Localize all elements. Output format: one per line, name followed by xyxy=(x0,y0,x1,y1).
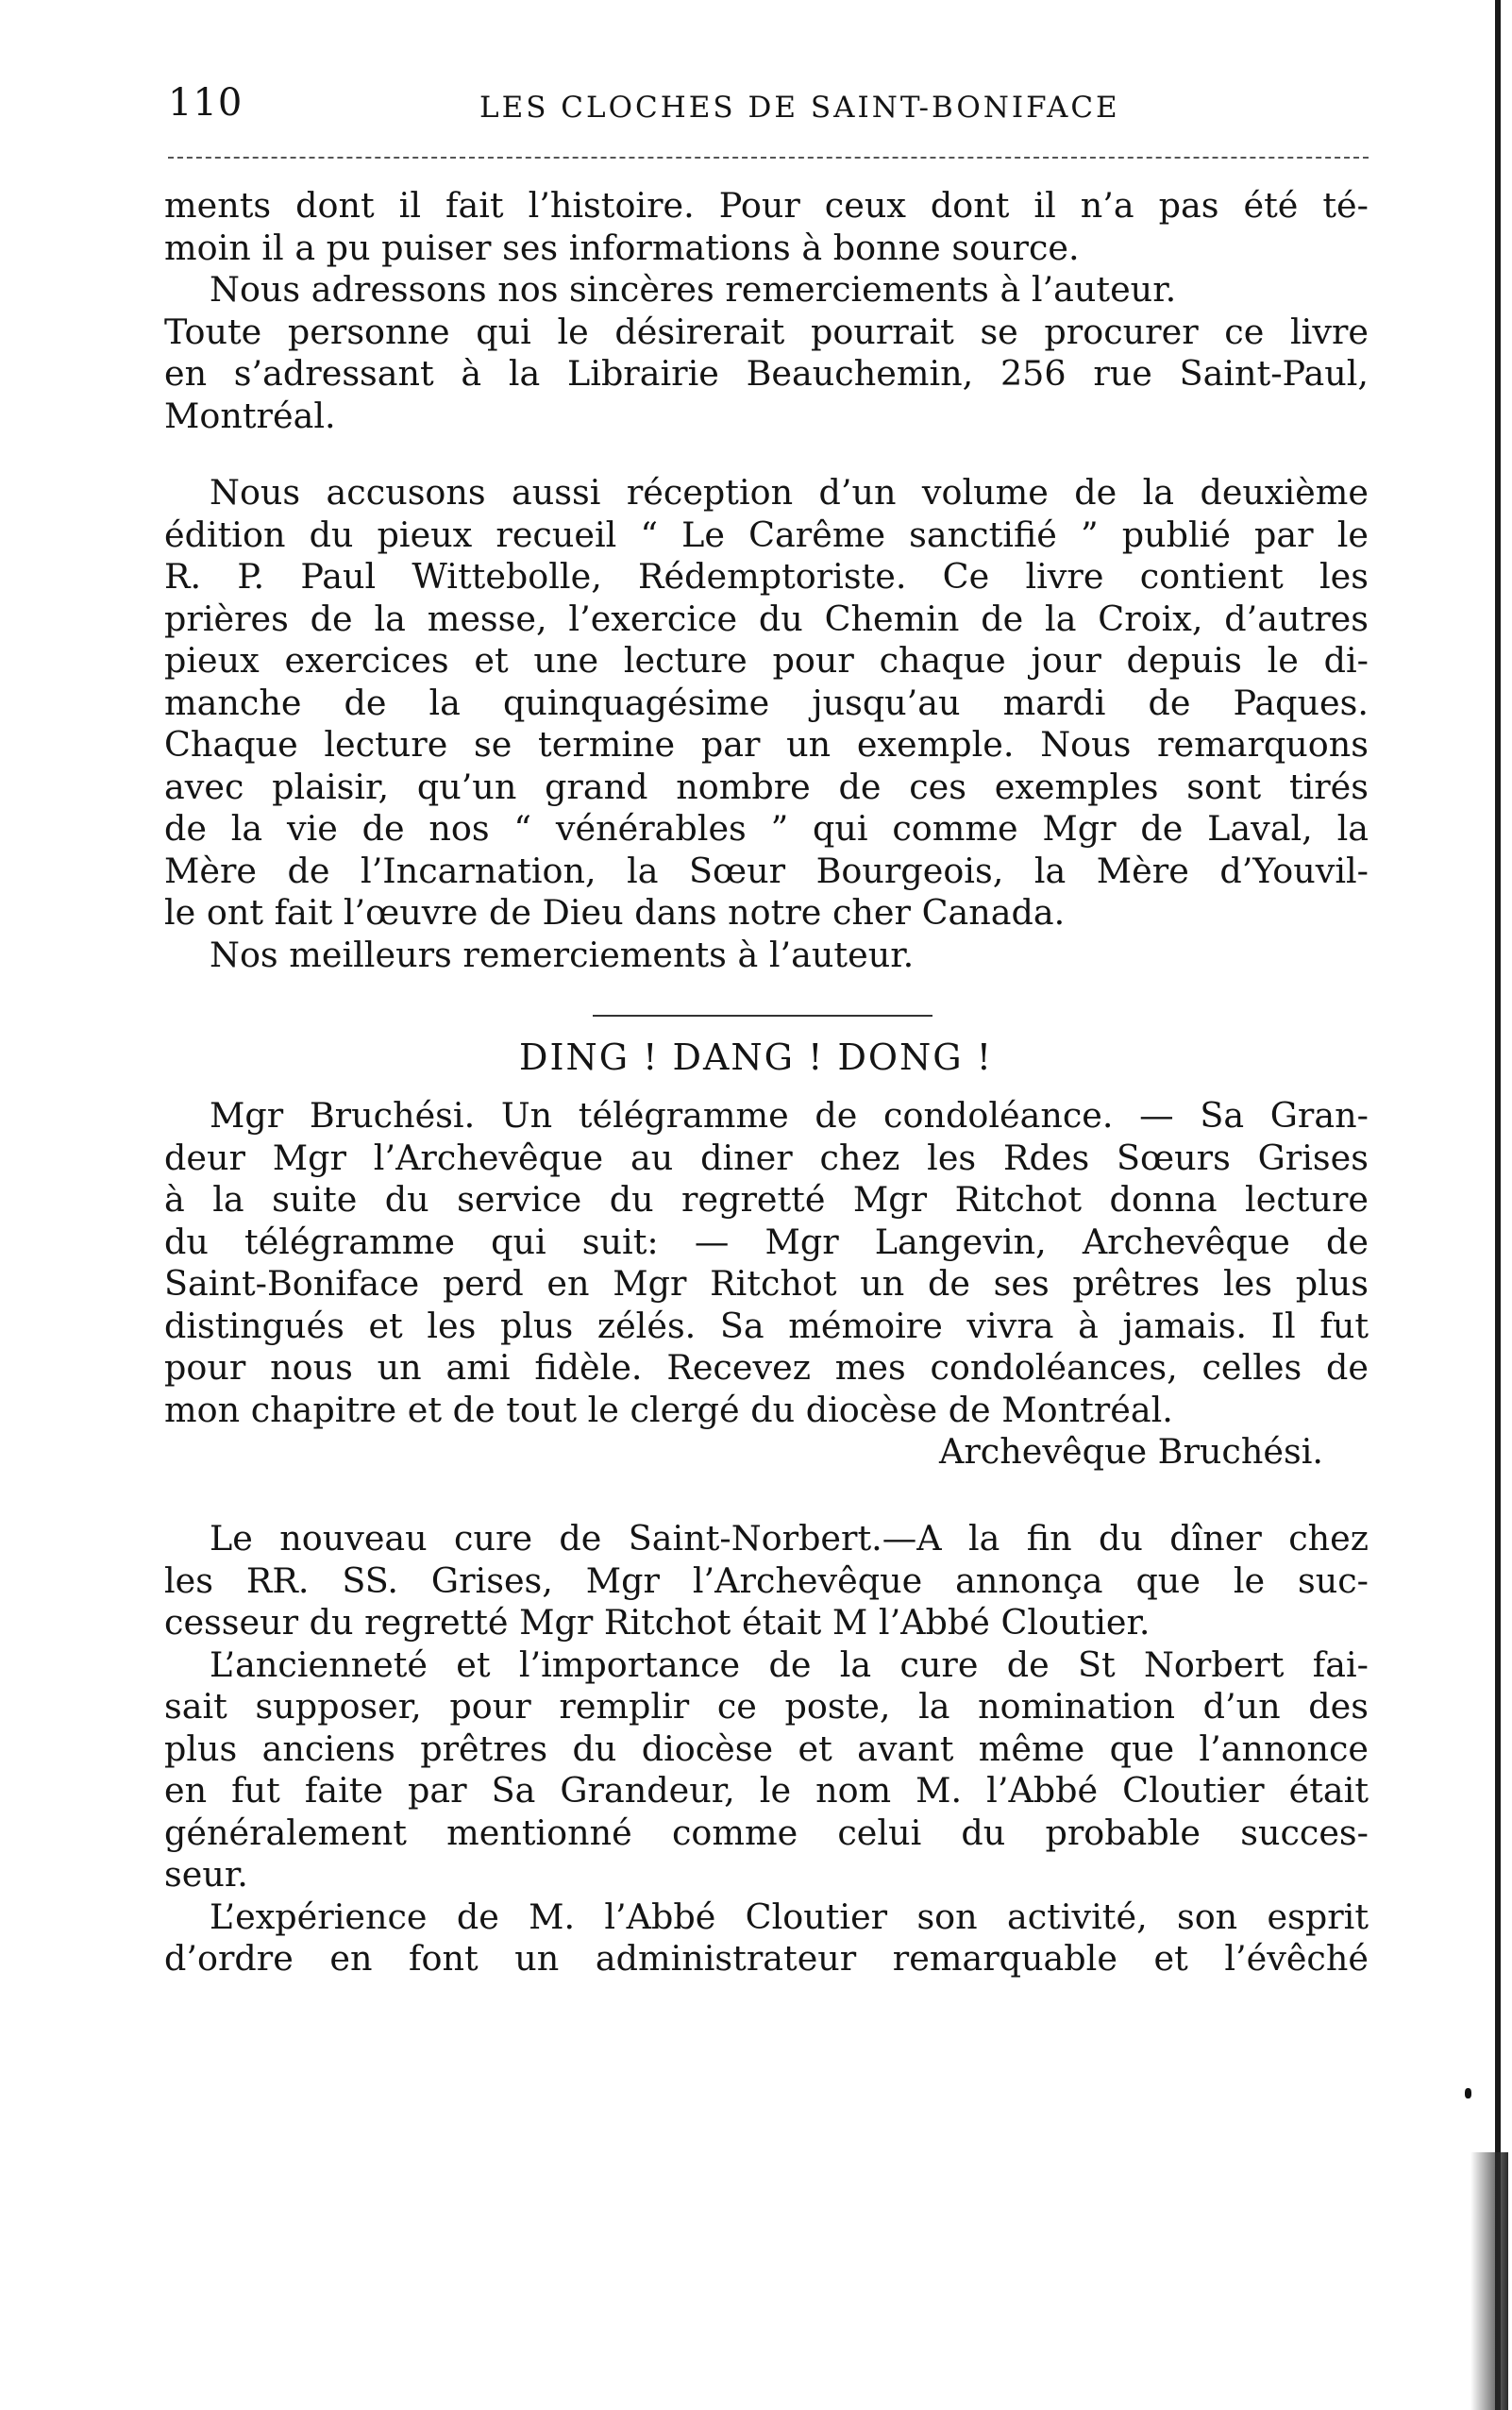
text-line: Chaque lecture se termine par un exemple. Nous remarquons xyxy=(164,724,1369,765)
text-line: en s’adressant à la Librairie Beauchemin, 256 rue Saint-Paul, xyxy=(164,353,1369,394)
running-title: LES CLOCHES DE SAINT-BONIFACE xyxy=(479,91,1120,125)
text-line: Nous adressons nos sincères remerciements à l’auteur. xyxy=(210,269,1177,310)
section-heading: DING ! DANG ! DONG ! xyxy=(518,1036,994,1078)
text-line: mon chapitre et de tout le clergé du diocèse de Montréal. xyxy=(164,1389,1173,1430)
text-line: à la suite du service du regretté Mgr Ritchot donna lecture xyxy=(164,1179,1369,1220)
text-line: Mère de l’Incarnation, la Sœur Bourgeois, la Mère d’Youvil- xyxy=(164,850,1369,891)
text-line: Saint-Boniface perd en Mgr Ritchot un de ses prêtres les plus xyxy=(164,1263,1369,1304)
text-line: le ont fait l’œuvre de Dieu dans notre cher Canada. xyxy=(164,892,1066,933)
running-head xyxy=(168,81,1369,138)
text-line: distingués et les plus zélés. Sa mémoire vivra à jamais. Il fut xyxy=(164,1305,1369,1346)
section-rule xyxy=(593,1015,932,1017)
text-line: d’ordre en font un administrateur remarquable et l’évêché xyxy=(164,1938,1369,1979)
text-line: édition du pieux recueil “ Le Carême sanctifié ” publié par le xyxy=(164,514,1369,555)
paragraph-careme-notice xyxy=(164,472,1369,976)
paragraph-telegram xyxy=(164,1095,1369,1474)
text-line: ments dont il fait l’histoire. Pour ceux dont il n’a pas été té- xyxy=(164,185,1369,226)
text-line: pieux exercices et une lecture pour chaque jour depuis le di- xyxy=(164,640,1369,681)
page-edge-fade xyxy=(1470,2152,1508,2410)
text-line: Le nouveau cure de Saint-Norbert.—A la fin du dîner chez xyxy=(210,1518,1369,1559)
text-line: manche de la quinquagésime jusqu’au mardi de Paques. xyxy=(164,682,1369,723)
text-line: du télégramme qui suit: — Mgr Langevin, Archevêque de xyxy=(164,1221,1369,1262)
text-line: les RR. SS. Grises, Mgr l’Archevêque annonça que le suc- xyxy=(164,1559,1369,1601)
text-line: moin il a pu puiser ses informations à bonne source. xyxy=(164,227,1080,268)
telegram-signature: Archevêque Bruchési. xyxy=(939,1431,1323,1472)
text-line: R. P. Paul Wittebolle, Rédemptoriste. Ce livre contient les xyxy=(164,556,1369,597)
text-line: plus anciens prêtres du diocèse et avant même que l’annonce xyxy=(164,1727,1369,1769)
header-rule xyxy=(168,157,1369,159)
text-line: de la vie de nos “ vénérables ” qui comme Mgr de Laval, la xyxy=(164,808,1369,849)
page-number: 110 xyxy=(168,81,244,125)
text-line: en fut faite par Sa Grandeur, le nom M. l’Abbé Cloutier était xyxy=(164,1770,1369,1811)
text-line: cesseur du regretté Mgr Ritchot était M l’Abbé Cloutier. xyxy=(164,1602,1151,1643)
text-line: Nous accusons aussi réception d’un volume de la deuxième xyxy=(210,472,1369,513)
text-line: L’ancienneté et l’importance de la cure de St Norbert fai- xyxy=(210,1643,1369,1685)
text-line: pour nous un ami fidèle. Recevez mes condoléances, celles de xyxy=(164,1347,1369,1388)
text-line: Montréal. xyxy=(164,395,336,436)
page-edge-shadow xyxy=(1495,0,1501,2410)
text-line: seur. xyxy=(164,1854,248,1895)
text-line: L’expérience de M. l’Abbé Cloutier son activité, son esprit xyxy=(210,1896,1369,1937)
text-line: sait supposer, pour remplir ce poste, la nomination d’un des xyxy=(164,1686,1369,1727)
text-line: deur Mgr l’Archevêque au diner chez les Rdes Sœurs Grises xyxy=(164,1137,1369,1178)
text-line: généralement mentionné comme celui du probable succes- xyxy=(164,1812,1369,1853)
ink-speck xyxy=(1465,2088,1471,2098)
text-line: Nos meilleurs remerciements à l’auteur. xyxy=(210,934,915,975)
paragraph-book-notice xyxy=(164,185,1369,437)
text-line: avec plaisir, qu’un grand nombre de ces exemples sont tirés xyxy=(164,766,1369,807)
paragraph-new-cure xyxy=(164,1518,1369,1980)
text-line: Mgr Bruchési. Un télégramme de condoléance. — Sa Gran- xyxy=(210,1095,1369,1136)
text-line: Toute personne qui le désirerait pourrait se procurer ce livre xyxy=(164,311,1369,352)
text-line: prières de la messe, l’exercice du Chemin de la Croix, d’autres xyxy=(164,598,1369,639)
